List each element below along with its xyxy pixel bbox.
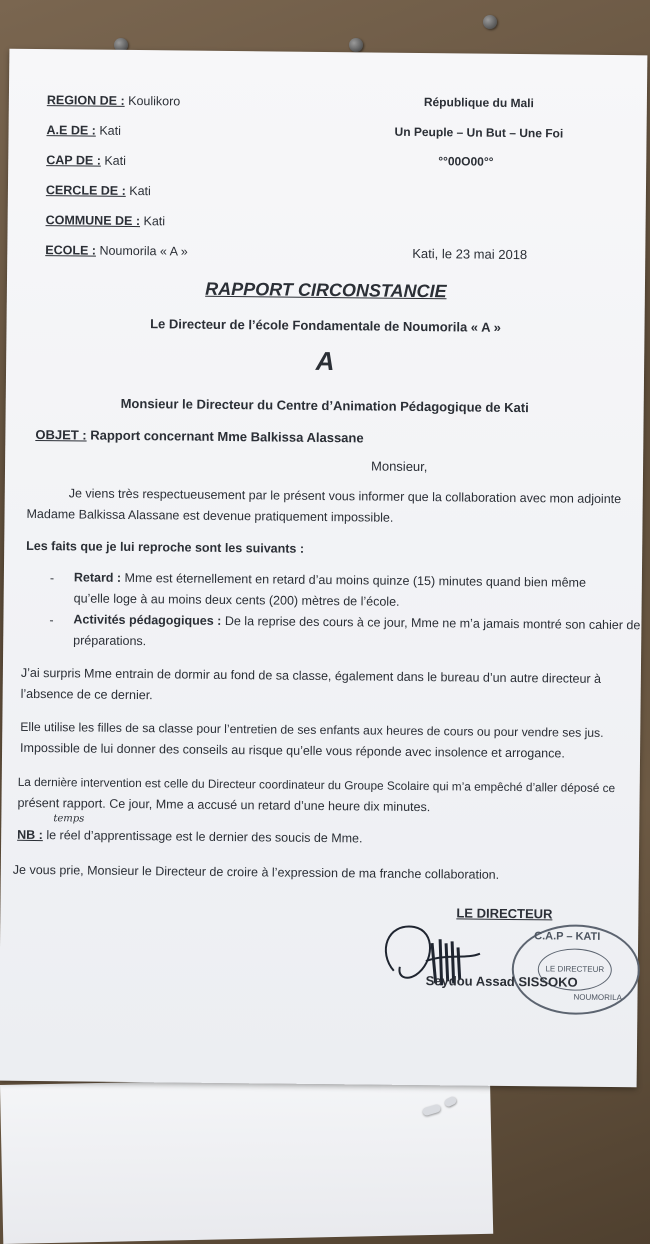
header-cap: CAP DE : Kati bbox=[46, 153, 126, 168]
header-ornament: °°00O00°° bbox=[438, 154, 494, 169]
recipient-line: Monsieur le Directeur du Centre d’Animation Pédagogique de Kati bbox=[120, 395, 529, 416]
closing-line: Je vous prie, Monsieur le Directeur de croire à l’expression de ma franche collaboration. bbox=[12, 862, 500, 882]
paragraph-3-line-2: présent rapport. Ce jour, Mme a accusé un retard d’une heure dix minutes. bbox=[17, 795, 431, 815]
header-country: République du Mali bbox=[423, 95, 534, 111]
header-motto: Un Peuple – Un But – Une Foi bbox=[394, 124, 564, 141]
official-stamp-icon: C.A.P – KATI LE DIRECTEUR NOUMORILA bbox=[511, 924, 640, 1015]
signature-name: Seydou Assad SISSOKO bbox=[425, 973, 578, 990]
nb-line: NB : le réel d’apprentissage est le dernier des soucis de Mme. bbox=[17, 827, 363, 846]
sender-line: Le Directeur de l’école Fondamentale de Noumorila « A » bbox=[150, 316, 502, 335]
paragraph-1-line-2: l’absence de ce dernier. bbox=[20, 686, 153, 703]
header-commune: COMMUNE DE : Kati bbox=[45, 213, 166, 229]
second-paper-sheet bbox=[0, 1075, 493, 1244]
staple-icon bbox=[422, 1104, 442, 1117]
intro-line-2: Madame Balkissa Alassane est devenue pratiquement impossible. bbox=[26, 506, 394, 525]
document-page bbox=[0, 49, 647, 1088]
intro-line-1: Je viens très respectueusement par le présent vous informer que la collaboration avec mon adjointe bbox=[68, 486, 622, 507]
paragraph-1-line-1: J’ai surpris Mme entrain de dormir au fond de sa classe, également dans le bureau d’un autre directeur à bbox=[20, 665, 602, 686]
bullet-retard-line-2: qu’elle loge à au moins deux cents (200) mètres de l’école. bbox=[73, 591, 400, 609]
handwritten-note: temps bbox=[53, 813, 85, 825]
signature-title: LE DIRECTEUR bbox=[456, 905, 553, 922]
bullet-retard: Retard : Mme est éternellement en retard d’au moins quinze (15) minutes quand bien même bbox=[73, 570, 587, 590]
pin-icon bbox=[349, 38, 363, 52]
faits-heading: Les faits que je lui reproche sont les suivants : bbox=[26, 538, 305, 556]
bullet-activites-line-2: préparations. bbox=[73, 633, 147, 649]
header-ae: A.E DE : Kati bbox=[46, 123, 121, 138]
pin-icon bbox=[483, 15, 497, 29]
header-region: REGION DE : Koulikoro bbox=[46, 93, 181, 109]
bullet-dash: - bbox=[49, 613, 54, 628]
paragraph-3-line-1: La dernière intervention est celle du Directeur coordinateur du Groupe Scolaire qui m’a empêché d’aller déposé ce bbox=[17, 774, 616, 796]
paragraph-2-line-2: Impossible de lui donner des conseils au risque qu’elle vous réponde avec insolence et arrogance. bbox=[20, 740, 565, 761]
objet-line: OBJET : Rapport concernant Mme Balkissa Alassane bbox=[35, 426, 364, 446]
page-title: RAPPORT CIRCONSTANCIE bbox=[205, 278, 447, 302]
header-date: Kati, le 23 mai 2018 bbox=[412, 245, 528, 263]
bullet-dash: - bbox=[49, 571, 55, 586]
paragraph-2-line-1: Elle utilise les filles de sa classe pour l’entretien de ses enfants aux heures de cours ou pour vendre ses jus. bbox=[20, 719, 604, 740]
header-ecole: ECOLE : Noumorila « A » bbox=[45, 243, 188, 259]
bullet-activites: Activités pédagogiques : De la reprise des cours à ce jour, Mme ne m’a jamais montré son cahier de bbox=[73, 612, 641, 633]
staple-icon bbox=[443, 1095, 457, 1107]
salutation: Monsieur, bbox=[370, 458, 428, 475]
to-letter: A bbox=[315, 345, 335, 377]
header-cercle: CERCLE DE : Kati bbox=[45, 183, 151, 199]
